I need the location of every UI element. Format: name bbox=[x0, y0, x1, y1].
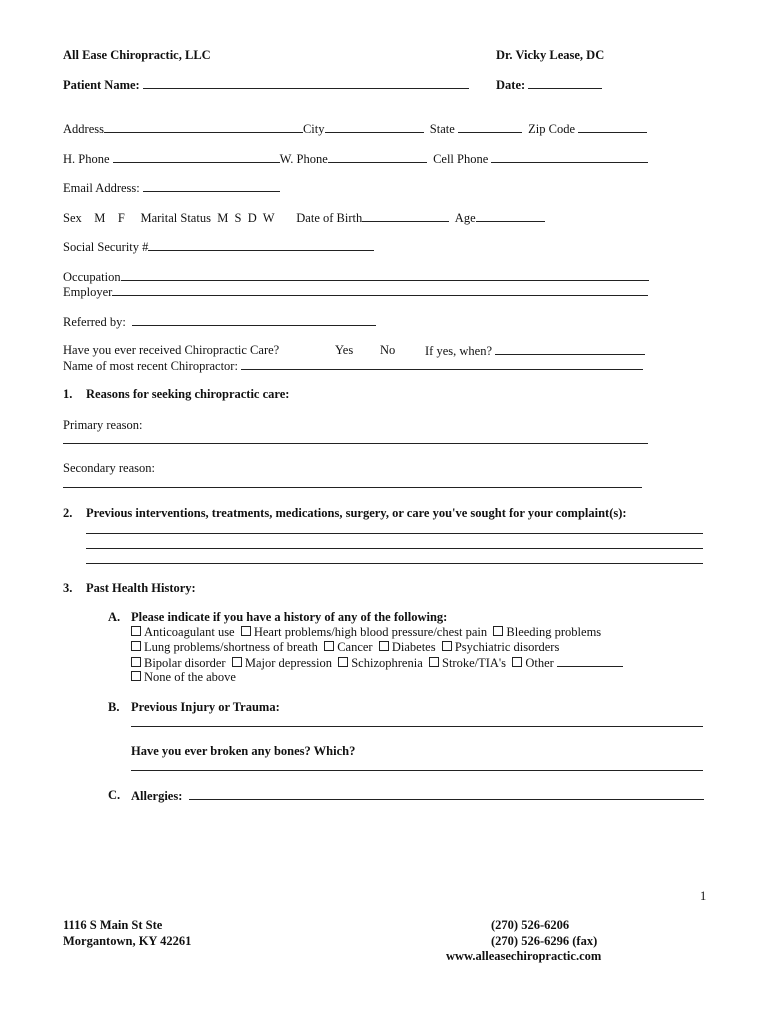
email-field[interactable] bbox=[143, 180, 280, 192]
checkbox[interactable] bbox=[324, 641, 334, 651]
email-row bbox=[63, 180, 280, 196]
section3-number: 3. bbox=[63, 581, 73, 595]
chiro-care-yes[interactable]: Yes bbox=[335, 343, 354, 357]
checkbox[interactable] bbox=[429, 657, 439, 667]
secondary-reason-line[interactable] bbox=[63, 487, 642, 488]
checkbox[interactable] bbox=[512, 657, 522, 667]
recent-chiro-label: Name of most recent Chiropractor: bbox=[63, 359, 238, 373]
section1-title: Reasons for seeking chiropractic care: bbox=[86, 387, 290, 401]
primary-reason-line[interactable] bbox=[63, 443, 648, 444]
checkbox[interactable] bbox=[131, 657, 141, 667]
condition-label: Heart problems/high blood pressure/chest pain bbox=[253, 625, 488, 639]
broken-bones-line[interactable] bbox=[131, 770, 703, 771]
condition-label: Psychiatric disorders bbox=[454, 640, 560, 654]
section3a-title: Please indicate if you have a history of any of the following: bbox=[131, 610, 448, 624]
sex-option-m[interactable]: M bbox=[94, 211, 106, 225]
ssn-row bbox=[63, 239, 374, 255]
checkbox[interactable] bbox=[131, 671, 141, 681]
cell-phone-label: Cell Phone bbox=[433, 152, 489, 166]
broken-bones-question: Have you ever broken any bones? Which? bbox=[131, 744, 356, 758]
section2-number: 2. bbox=[63, 506, 73, 520]
employer-field[interactable] bbox=[112, 284, 648, 296]
sex-option-f[interactable]: F bbox=[117, 211, 125, 225]
page-number: 1 bbox=[700, 889, 707, 903]
allergies-label: Allergies: bbox=[131, 789, 183, 803]
chiro-care-question: Have you ever received Chiropractic Care? bbox=[63, 343, 280, 357]
recent-chiro-field[interactable] bbox=[241, 358, 643, 370]
ssn-field[interactable] bbox=[148, 239, 374, 251]
address-field[interactable] bbox=[104, 121, 303, 133]
section1-number: 1. bbox=[63, 387, 73, 401]
condition-label: Schizophrenia bbox=[351, 656, 423, 670]
condition-label: Diabetes bbox=[391, 640, 436, 654]
interventions-line-3[interactable] bbox=[86, 563, 703, 564]
if-yes-when-label: If yes, when? bbox=[425, 344, 492, 358]
date-label: Date: bbox=[496, 78, 526, 92]
footer-street: 1116 S Main St Ste bbox=[63, 918, 163, 932]
doctor-name: Dr. Vicky Lease, DC bbox=[496, 48, 605, 62]
company-name: All Ease Chiropractic, LLC bbox=[63, 48, 211, 62]
h-phone-label: H. Phone bbox=[63, 152, 110, 166]
condition-label: Bipolar disorder bbox=[144, 656, 226, 670]
occupation-label: Occupation bbox=[63, 270, 121, 284]
checkbox[interactable] bbox=[131, 626, 141, 636]
footer-phone: (270) 526-6206 bbox=[491, 918, 570, 932]
section2-title: Previous interventions, treatments, medications, surgery, or care you've sought for your complaint(s): bbox=[86, 506, 627, 520]
secondary-reason-label: Secondary reason: bbox=[63, 461, 155, 475]
checkbox[interactable] bbox=[493, 626, 503, 636]
interventions-line-1[interactable] bbox=[86, 533, 703, 534]
occupation-row bbox=[63, 269, 649, 285]
if-yes-when-field[interactable] bbox=[495, 343, 645, 355]
condition-label: Other bbox=[525, 656, 554, 670]
other-condition-field[interactable] bbox=[557, 655, 623, 667]
h-phone-field[interactable] bbox=[113, 151, 280, 163]
condition-label: None of the above bbox=[144, 670, 236, 684]
state-field[interactable] bbox=[458, 121, 522, 133]
marital-status-options[interactable]: M S D W bbox=[217, 211, 275, 225]
checkbox[interactable] bbox=[379, 641, 389, 651]
injury-trauma-line[interactable] bbox=[131, 726, 703, 727]
if-yes-when-row bbox=[425, 343, 645, 359]
date-field[interactable] bbox=[528, 77, 602, 89]
footer-city: Morgantown, KY 42261 bbox=[63, 934, 192, 948]
checkbox[interactable] bbox=[232, 657, 242, 667]
checkbox[interactable] bbox=[338, 657, 348, 667]
interventions-line-2[interactable] bbox=[86, 548, 703, 549]
city-label: City bbox=[302, 122, 325, 136]
patient-name-label: Patient Name: bbox=[63, 78, 140, 92]
w-phone-label: W. Phone bbox=[279, 152, 328, 166]
conditions-row-1 bbox=[131, 625, 601, 640]
allergies-row bbox=[131, 788, 704, 804]
footer-website[interactable]: www.alleasechiropractic.com bbox=[446, 949, 602, 963]
conditions-row-4 bbox=[131, 670, 236, 685]
city-field[interactable] bbox=[325, 121, 424, 133]
dob-field[interactable] bbox=[362, 210, 449, 222]
dob-label: Date of Birth bbox=[296, 211, 363, 225]
allergies-field[interactable] bbox=[189, 788, 704, 800]
address-label: Address bbox=[63, 122, 104, 136]
zip-field[interactable] bbox=[578, 121, 647, 133]
age-field[interactable] bbox=[476, 210, 545, 222]
footer-fax: (270) 526-6296 (fax) bbox=[491, 934, 598, 948]
section3b-letter: B. bbox=[108, 700, 120, 714]
condition-label: Stroke/TIA's bbox=[442, 656, 507, 670]
cell-phone-field[interactable] bbox=[491, 151, 648, 163]
conditions-row-2 bbox=[131, 640, 559, 655]
patient-name-row bbox=[63, 77, 469, 93]
section3a-letter: A. bbox=[108, 610, 121, 624]
condition-label: Lung problems/shortness of breath bbox=[144, 640, 318, 654]
address-row bbox=[63, 121, 647, 137]
patient-name-field[interactable] bbox=[143, 77, 469, 89]
employer-label: Employer bbox=[63, 285, 113, 299]
referred-row bbox=[63, 314, 376, 330]
referred-by-label: Referred by: bbox=[63, 315, 126, 329]
state-label: State bbox=[429, 122, 455, 136]
occupation-field[interactable] bbox=[121, 269, 649, 281]
primary-reason-label: Primary reason: bbox=[63, 418, 143, 432]
condition-label: Anticoagulant use bbox=[144, 625, 235, 639]
checkbox[interactable] bbox=[131, 641, 141, 651]
referred-by-field[interactable] bbox=[132, 314, 376, 326]
recent-chiro-row bbox=[63, 358, 643, 374]
condition-label: Cancer bbox=[337, 640, 373, 654]
condition-label: Major depression bbox=[244, 656, 332, 670]
checkbox[interactable] bbox=[241, 626, 251, 636]
conditions-row-3 bbox=[131, 655, 623, 671]
demographics-row bbox=[63, 210, 545, 226]
zip-label: Zip Code bbox=[528, 122, 576, 136]
marital-status-label: Marital Status bbox=[140, 211, 211, 225]
condition-label: Bleeding problems bbox=[506, 625, 602, 639]
age-label: Age bbox=[454, 211, 476, 225]
checkbox[interactable] bbox=[442, 641, 452, 651]
employer-row bbox=[63, 284, 648, 300]
section3b-title: Previous Injury or Trauma: bbox=[131, 700, 280, 714]
section3-title: Past Health History: bbox=[86, 581, 196, 595]
date-row bbox=[496, 77, 602, 93]
email-label: Email Address: bbox=[63, 181, 140, 195]
ssn-label: Social Security # bbox=[63, 240, 149, 254]
w-phone-field[interactable] bbox=[328, 151, 427, 163]
chiro-care-no[interactable]: No bbox=[380, 343, 396, 357]
phone-row bbox=[63, 151, 648, 167]
section3c-letter: C. bbox=[108, 788, 121, 802]
sex-label: Sex bbox=[63, 211, 82, 225]
